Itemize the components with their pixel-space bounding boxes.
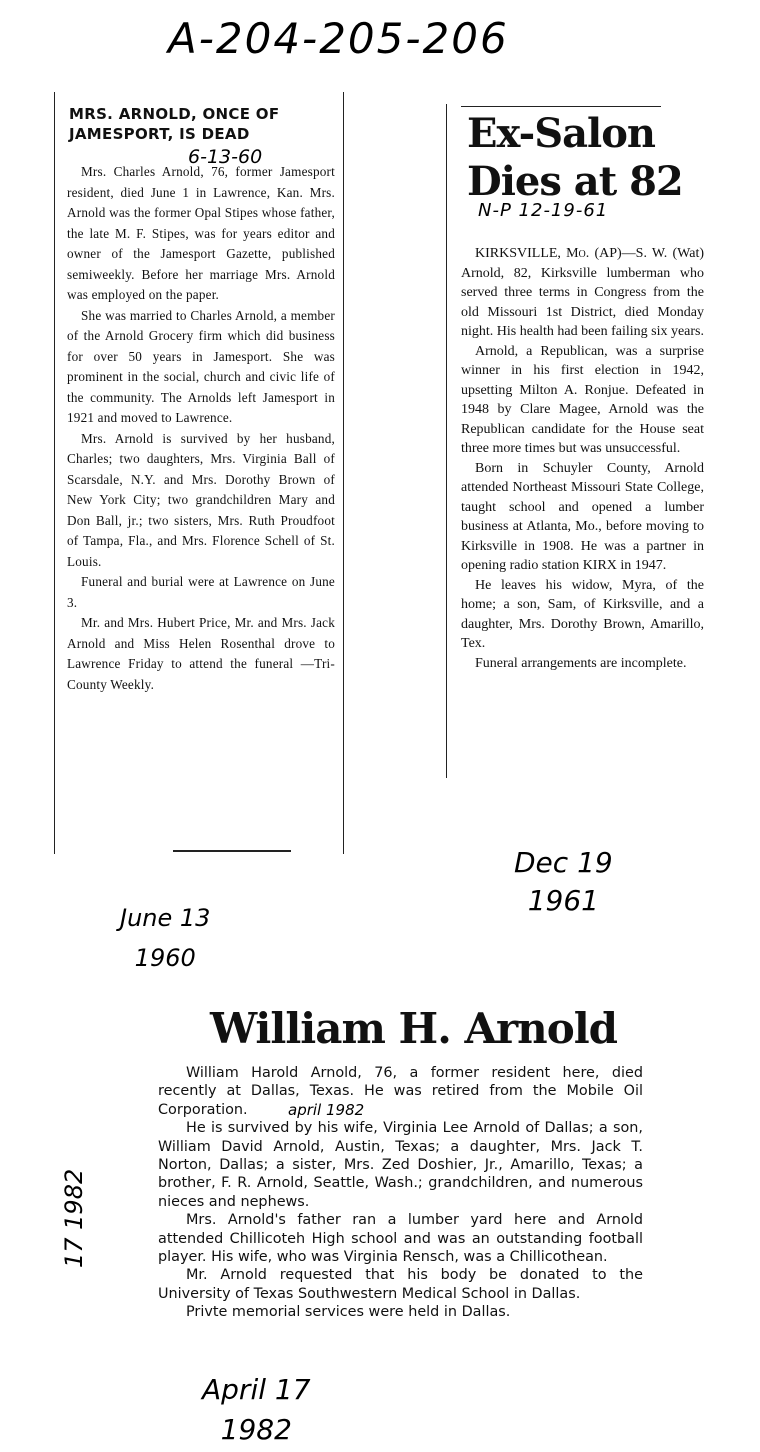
clipping-3-paragraph: Mr. Arnold requested that his body be donated to the University of Texas Southwestern Medical School in Dallas. bbox=[158, 1267, 643, 1302]
clipping-1-headline: MRS. ARNOLD, ONCE OF JAMESPORT, IS DEAD bbox=[69, 105, 280, 143]
clipping-1-paragraph: She was married to Charles Arnold, a member of the Arnold Grocery firm which did business for over 50 years in Jamesport. She was prominent in the social, church and civic life of the community. The Arnolds left Jamesport in 1921 and moved to Lawrence. bbox=[67, 307, 335, 425]
clipping-3-handwritten-inline-date: april 1982 bbox=[288, 1101, 365, 1119]
clipping-2-dateline: KIRKSVILLE, Mo. (AP)— bbox=[475, 246, 636, 261]
clipping-2-paragraph bbox=[461, 244, 704, 342]
clipping-2-headline-line2: Dies at 82 bbox=[467, 158, 683, 205]
clipping-2-handwritten-date bbox=[514, 844, 613, 920]
clipping-2-paragraph: Arnold, a Republican, was a surprise winner in his first election in 1942, upsetting Milton A. Ronjue. Defeated in 1948 by Clare Magee, Arnold was the Republican candidate for the House seat three more times but was unsuccessful. bbox=[461, 343, 704, 456]
clipping-2-rule bbox=[461, 106, 661, 107]
clipping-2-headline bbox=[467, 110, 683, 206]
clipping-3-paragraph: Mrs. Arnold's father ran a lumber yard here and Arnold attended Chillicoteh High school and was an outstanding football player. His wife, who was Virginia Rensch, was a Chillicothean. bbox=[158, 1212, 643, 1266]
clipping-mrs-arnold bbox=[54, 92, 344, 854]
clipping-2-lead: S. W. (Wat) Arnold, 82, Kirksville lumberman who served three terms in Congress from the old Missouri 1st District, died Monday night. His health had been failing six years. bbox=[461, 246, 704, 339]
clipping-3-handwritten-side-date: 17 1982 bbox=[60, 1168, 88, 1268]
clipping-1-paragraph: Funeral and burial were at Lawrence on June 3. bbox=[67, 574, 335, 610]
archive-id-handwritten: A-204-205-206 bbox=[168, 14, 509, 63]
clipping-3-date-line1: April 17 bbox=[202, 1373, 311, 1406]
clipping-3-paragraph: Privte memorial services were held in Dallas. bbox=[186, 1304, 511, 1321]
clipping-2-paragraph: Funeral arrangements are incomplete. bbox=[475, 655, 687, 671]
clipping-1-handwritten-date-large bbox=[120, 898, 210, 978]
clipping-1-rule bbox=[173, 850, 291, 852]
clipping-1-body bbox=[67, 162, 335, 695]
clipping-3-body bbox=[158, 1064, 643, 1322]
clipping-3-date-line2: 1982 bbox=[220, 1413, 292, 1446]
clipping-1-date-line2: 1960 bbox=[134, 944, 196, 972]
clipping-1-paragraph: Mrs. Arnold is survived by her husband, Charles; two daughters, Mrs. Virginia Ball of Scarsdale, N.Y. and Mrs. Dorothy Brown of New York City; two grandchildren Mary and Don Ball, jr.; two sisters, Mrs. Ruth Proudfoot of Tampa, Fla., and Mrs. Florence Schell of St. Louis. bbox=[67, 430, 335, 569]
clipping-1-paragraph: Mr. and Mrs. Hubert Price, Mr. and Mrs. Jack Arnold and Miss Helen Rosenthal drove to Lawrence Friday to attend the funeral —Tri-County Weekly. bbox=[67, 615, 335, 692]
clipping-3-paragraph: William Harold Arnold, 76, a former resident here, died recently at Dallas, Texas. He was retired from the Mobile Oil Corporation. bbox=[158, 1065, 643, 1118]
clipping-2-date-line1: Dec 19 bbox=[514, 846, 613, 879]
clipping-2-handwritten-source: N-P 12-19-61 bbox=[478, 200, 609, 221]
clipping-2-headline-line1: Ex-Salon bbox=[467, 110, 655, 157]
clipping-1-handwritten-date: 6-13-60 bbox=[188, 146, 263, 168]
clipping-1-date-line1: June 13 bbox=[120, 904, 211, 932]
clipping-1-paragraph: Mrs. Charles Arnold, 76, former Jamesport resident, died June 1 in Lawrence, Kan. Mrs. Arnold was the former Opal Stipes whose father, the late M. F. Stipes, was for years editor and owner of the Jamesport Gazette, published semiweekly. Before her marriage Mrs. Arnold was employed on the paper. bbox=[67, 164, 335, 302]
clipping-2-date-line2: 1961 bbox=[527, 884, 599, 917]
clipping-2-paragraph: Born in Schuyler County, Arnold attended Northeast Missouri State College, taught school and opened a lumber business at Atlanta, Mo., before moving to Kirksville in 1908. He was a partner in opening radio station KIRX in 1947. bbox=[461, 460, 704, 573]
clipping-3-headline: William H. Arnold bbox=[210, 1004, 618, 1053]
clipping-2-body bbox=[461, 244, 704, 673]
clipping-2-paragraph: He leaves his widow, Myra, of the home; a son, Sam, of Kirksville, and a daughter, Mrs. Dorothy Brown, Amarillo, Tex. bbox=[461, 577, 704, 651]
clipping-3-paragraph: He is survived by his wife, Virginia Lee Arnold of Dallas; a son, William David Arnold, Austin, Texas; a daughter, Mrs. Jack T. Norton, Dallas; a sister, Mrs. Zed Doshier, Jr., Amarillo, Texas; a brother, F. R. Arnold, Seattle, Wash.; grandchildren, and numerous nieces and nephews. bbox=[158, 1120, 643, 1210]
clipping-3-handwritten-date bbox=[202, 1370, 311, 1450]
